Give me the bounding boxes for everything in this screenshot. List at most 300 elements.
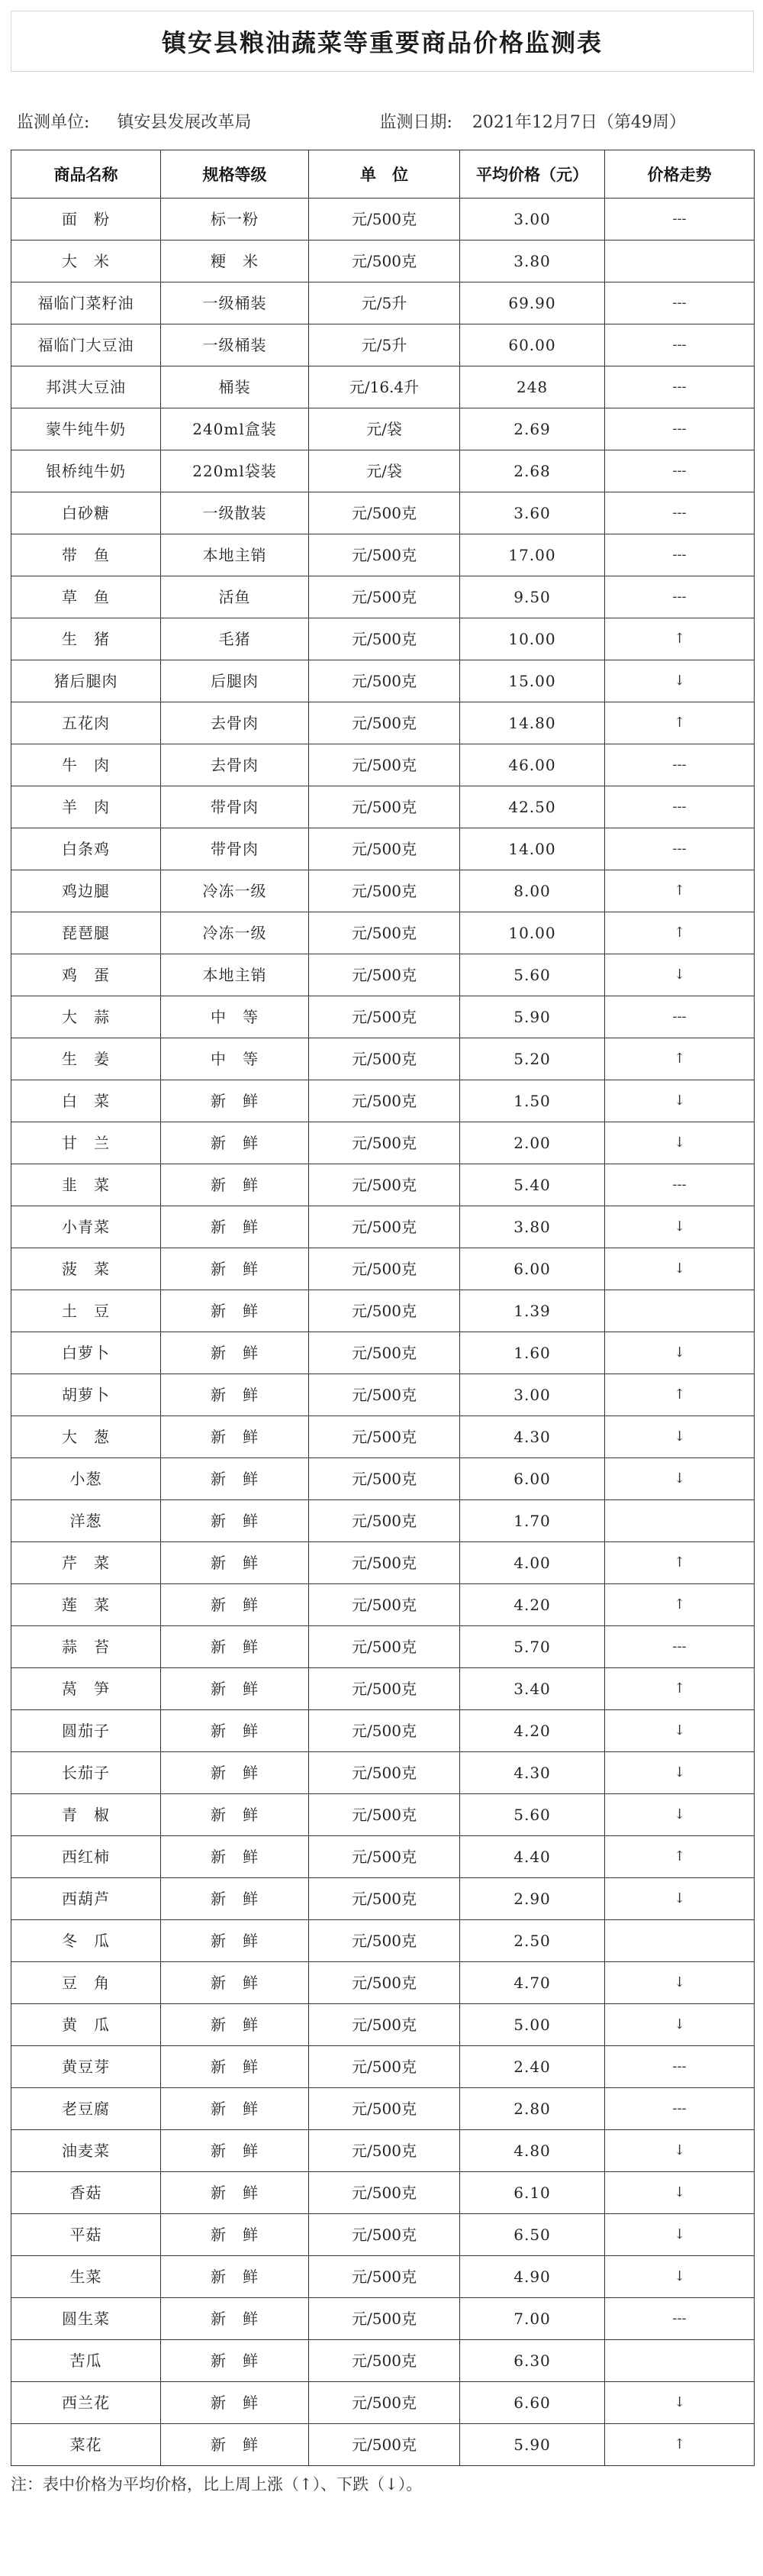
spec-cell: 新 鲜 <box>161 2298 309 2340</box>
commodity-name-cell: 西葫芦 <box>11 1878 161 1920</box>
trend-cell: ↓ <box>605 1878 755 1920</box>
page-title: 镇安县粮油蔬菜等重要商品价格监测表 <box>11 11 754 72</box>
trend-cell: ↓ <box>605 2172 755 2214</box>
commodity-name-cell: 福临门菜籽油 <box>11 282 161 324</box>
commodity-name-cell: 白条鸡 <box>11 828 161 870</box>
price-cell: 6.50 <box>460 2214 605 2256</box>
commodity-name-cell: 苦瓜 <box>11 2340 161 2382</box>
price-cell: 2.69 <box>460 408 605 450</box>
spec-cell: 新 鲜 <box>161 1374 309 1416</box>
header-spec: 规格等级 <box>161 150 309 199</box>
commodity-name-cell: 菠 菜 <box>11 1248 161 1290</box>
spec-cell: 新 鲜 <box>161 1164 309 1206</box>
spec-cell: 新 鲜 <box>161 2172 309 2214</box>
table-row <box>11 1878 755 1920</box>
trend-cell <box>605 1290 755 1332</box>
table-header-row <box>11 150 755 199</box>
unit-cell: 元/500克 <box>309 1416 460 1458</box>
price-cell: 2.68 <box>460 450 605 492</box>
commodity-name-cell: 圆茄子 <box>11 1710 161 1752</box>
price-cell: 5.90 <box>460 996 605 1038</box>
unit-cell: 元/袋 <box>309 450 460 492</box>
trend-cell: --- <box>605 282 755 324</box>
trend-cell: ↓ <box>605 2004 755 2046</box>
commodity-name-cell: 银桥纯牛奶 <box>11 450 161 492</box>
price-cell: 5.40 <box>460 1164 605 1206</box>
trend-cell: --- <box>605 786 755 828</box>
spec-cell: 新 鲜 <box>161 1458 309 1500</box>
spec-cell: 本地主销 <box>161 534 309 576</box>
price-cell: 14.00 <box>460 828 605 870</box>
commodity-name-cell: 牛 肉 <box>11 744 161 786</box>
table-row <box>11 1836 755 1878</box>
trend-cell: --- <box>605 534 755 576</box>
header-trend: 价格走势 <box>605 150 755 199</box>
unit-cell: 元/500克 <box>309 954 460 996</box>
monitor-date-value: 2021年12月7日（第49周） <box>472 112 686 132</box>
unit-cell: 元/500克 <box>309 1836 460 1878</box>
trend-cell: ↑ <box>605 1542 755 1584</box>
trend-cell: ↓ <box>605 1752 755 1794</box>
trend-cell: --- <box>605 2298 755 2340</box>
commodity-name-cell: 面 粉 <box>11 199 161 240</box>
spec-cell: 新 鲜 <box>161 2046 309 2088</box>
monitor-unit-label: 监测单位: <box>17 112 90 132</box>
trend-cell: --- <box>605 324 755 366</box>
spec-cell: 新 鲜 <box>161 1752 309 1794</box>
trend-cell: ↑ <box>605 912 755 954</box>
spec-cell: 冷冻一级 <box>161 870 309 912</box>
price-cell: 42.50 <box>460 786 605 828</box>
spec-cell: 240ml盒装 <box>161 408 309 450</box>
spec-cell: 新 鲜 <box>161 1794 309 1836</box>
spec-cell: 新 鲜 <box>161 2382 309 2424</box>
price-cell: 3.80 <box>460 1206 605 1248</box>
table-row <box>11 199 755 240</box>
table-row <box>11 450 755 492</box>
price-cell: 4.90 <box>460 2256 605 2298</box>
monitor-date-label: 监测日期: <box>379 112 452 132</box>
trend-cell: --- <box>605 744 755 786</box>
spec-cell: 新 鲜 <box>161 2340 309 2382</box>
commodity-name-cell: 小葱 <box>11 1458 161 1500</box>
unit-cell: 元/500克 <box>309 2046 460 2088</box>
price-cell: 3.60 <box>460 492 605 534</box>
commodity-name-cell: 芹 菜 <box>11 1542 161 1584</box>
unit-cell: 元/500克 <box>309 1332 460 1374</box>
unit-cell: 元/500克 <box>309 1458 460 1500</box>
trend-cell: ↓ <box>605 2382 755 2424</box>
unit-cell: 元/500克 <box>309 1920 460 1962</box>
price-cell: 2.80 <box>460 2088 605 2130</box>
unit-cell: 元/500克 <box>309 1206 460 1248</box>
trend-cell: ↓ <box>605 1332 755 1374</box>
spec-cell: 一级桶装 <box>161 282 309 324</box>
table-row <box>11 240 755 282</box>
price-cell: 5.60 <box>460 954 605 996</box>
price-cell: 1.50 <box>460 1080 605 1122</box>
commodity-name-cell: 西红柿 <box>11 1836 161 1878</box>
price-cell: 4.40 <box>460 1836 605 1878</box>
trend-cell: ↓ <box>605 2256 755 2298</box>
table-row <box>11 996 755 1038</box>
unit-cell: 元/500克 <box>309 1710 460 1752</box>
price-cell: 3.40 <box>460 1668 605 1710</box>
table-row <box>11 702 755 744</box>
unit-cell: 元/500克 <box>309 786 460 828</box>
price-cell: 17.00 <box>460 534 605 576</box>
table-row <box>11 1668 755 1710</box>
unit-cell: 元/500克 <box>309 2130 460 2172</box>
spec-cell: 带骨肉 <box>161 786 309 828</box>
commodity-name-cell: 莲 菜 <box>11 1584 161 1626</box>
commodity-name-cell: 草 鱼 <box>11 576 161 618</box>
unit-cell: 元/500克 <box>309 1626 460 1668</box>
price-cell: 4.30 <box>460 1416 605 1458</box>
table-row <box>11 870 755 912</box>
price-cell: 7.00 <box>460 2298 605 2340</box>
table-row <box>11 366 755 408</box>
commodity-name-cell: 胡萝卜 <box>11 1374 161 1416</box>
price-cell: 6.00 <box>460 1458 605 1500</box>
table-row <box>11 1458 755 1500</box>
unit-cell: 元/500克 <box>309 1374 460 1416</box>
table-row <box>11 492 755 534</box>
spec-cell: 新 鲜 <box>161 1080 309 1122</box>
table-row <box>11 324 755 366</box>
price-cell: 2.50 <box>460 1920 605 1962</box>
commodity-name-cell: 五花肉 <box>11 702 161 744</box>
trend-cell: ↓ <box>605 1794 755 1836</box>
spec-cell: 新 鲜 <box>161 2004 309 2046</box>
price-cell: 14.80 <box>460 702 605 744</box>
trend-cell: ↑ <box>605 1668 755 1710</box>
spec-cell: 新 鲜 <box>161 1836 309 1878</box>
price-cell: 3.00 <box>460 1374 605 1416</box>
price-cell: 4.80 <box>460 2130 605 2172</box>
price-cell: 5.90 <box>460 2424 605 2466</box>
table-row <box>11 1206 755 1248</box>
trend-cell: ↓ <box>605 2214 755 2256</box>
unit-cell: 元/500克 <box>309 1752 460 1794</box>
trend-cell: ↑ <box>605 1584 755 1626</box>
commodity-name-cell: 鸡边腿 <box>11 870 161 912</box>
commodity-name-cell: 平菇 <box>11 2214 161 2256</box>
unit-cell: 元/5升 <box>309 324 460 366</box>
price-cell: 4.70 <box>460 1962 605 2004</box>
commodity-name-cell: 生 姜 <box>11 1038 161 1080</box>
unit-cell: 元/500克 <box>309 912 460 954</box>
spec-cell: 本地主销 <box>161 954 309 996</box>
commodity-name-cell: 圆生菜 <box>11 2298 161 2340</box>
commodity-name-cell: 香菇 <box>11 2172 161 2214</box>
table-row <box>11 1794 755 1836</box>
spec-cell: 新 鲜 <box>161 2130 309 2172</box>
trend-cell: ↓ <box>605 1416 755 1458</box>
trend-cell <box>605 1500 755 1542</box>
commodity-name-cell: 大 米 <box>11 240 161 282</box>
unit-cell: 元/500克 <box>309 1962 460 2004</box>
commodity-name-cell: 猪后腿肉 <box>11 660 161 702</box>
price-cell: 10.00 <box>460 912 605 954</box>
table-row <box>11 1500 755 1542</box>
price-cell: 2.40 <box>460 2046 605 2088</box>
header-unit: 单 位 <box>309 150 460 199</box>
trend-cell: --- <box>605 492 755 534</box>
trend-cell: ↓ <box>605 1206 755 1248</box>
monitor-unit-value: 镇安县发展改革局 <box>117 112 252 132</box>
table-row <box>11 2256 755 2298</box>
spec-cell: 一级散装 <box>161 492 309 534</box>
trend-cell: ↓ <box>605 1080 755 1122</box>
unit-cell: 元/500克 <box>309 2424 460 2466</box>
trend-cell: --- <box>605 828 755 870</box>
commodity-name-cell: 油麦菜 <box>11 2130 161 2172</box>
table-row <box>11 744 755 786</box>
table-row <box>11 2004 755 2046</box>
table-row <box>11 1038 755 1080</box>
commodity-name-cell: 甘 兰 <box>11 1122 161 1164</box>
price-cell: 248 <box>460 366 605 408</box>
spec-cell: 中 等 <box>161 996 309 1038</box>
commodity-name-cell: 小青菜 <box>11 1206 161 1248</box>
commodity-name-cell: 菜花 <box>11 2424 161 2466</box>
commodity-name-cell: 黄 瓜 <box>11 2004 161 2046</box>
table-row <box>11 2382 755 2424</box>
commodity-name-cell: 土 豆 <box>11 1290 161 1332</box>
table-row <box>11 2046 755 2088</box>
price-cell: 6.60 <box>460 2382 605 2424</box>
price-cell: 1.60 <box>460 1332 605 1374</box>
table-row <box>11 1248 755 1290</box>
header-name: 商品名称 <box>11 150 161 199</box>
trend-cell <box>605 240 755 282</box>
commodity-name-cell: 老豆腐 <box>11 2088 161 2130</box>
table-row <box>11 786 755 828</box>
price-cell: 2.00 <box>460 1122 605 1164</box>
trend-cell: --- <box>605 1626 755 1668</box>
unit-cell: 元/500克 <box>309 1248 460 1290</box>
table-row <box>11 1626 755 1668</box>
commodity-name-cell: 生 猪 <box>11 618 161 660</box>
unit-cell: 元/500克 <box>309 1122 460 1164</box>
commodity-name-cell: 生菜 <box>11 2256 161 2298</box>
table-row <box>11 1752 755 1794</box>
spec-cell: 桶装 <box>161 366 309 408</box>
table-row <box>11 2424 755 2466</box>
table-row <box>11 2214 755 2256</box>
price-cell: 4.20 <box>460 1584 605 1626</box>
trend-cell <box>605 1920 755 1962</box>
unit-cell: 元/500克 <box>309 618 460 660</box>
trend-cell: ↓ <box>605 1248 755 1290</box>
spec-cell: 新 鲜 <box>161 1668 309 1710</box>
table-row <box>11 1584 755 1626</box>
trend-cell <box>605 2340 755 2382</box>
unit-cell: 元/500克 <box>309 2340 460 2382</box>
price-cell: 46.00 <box>460 744 605 786</box>
commodity-name-cell: 白 菜 <box>11 1080 161 1122</box>
unit-cell: 元/500克 <box>309 2214 460 2256</box>
trend-cell: --- <box>605 996 755 1038</box>
trend-cell: --- <box>605 1164 755 1206</box>
commodity-name-cell: 蒙牛纯牛奶 <box>11 408 161 450</box>
commodity-name-cell: 白砂糖 <box>11 492 161 534</box>
trend-cell: ↑ <box>605 702 755 744</box>
unit-cell: 元/500克 <box>309 996 460 1038</box>
table-row <box>11 2298 755 2340</box>
commodity-name-cell: 大 蒜 <box>11 996 161 1038</box>
table-row <box>11 1332 755 1374</box>
spec-cell: 新 鲜 <box>161 1878 309 1920</box>
unit-cell: 元/500克 <box>309 2004 460 2046</box>
spec-cell: 粳 米 <box>161 240 309 282</box>
trend-cell: ↓ <box>605 1122 755 1164</box>
trend-cell: ↓ <box>605 660 755 702</box>
commodity-name-cell: 冬 瓜 <box>11 1920 161 1962</box>
commodity-name-cell: 西兰花 <box>11 2382 161 2424</box>
commodity-name-cell: 大 葱 <box>11 1416 161 1458</box>
footnote: 注：表中价格为平均价格，比上周上涨（↑）、下跌（↓）。 <box>11 2475 423 2494</box>
spec-cell: 220ml袋装 <box>161 450 309 492</box>
unit-cell: 元/500克 <box>309 1878 460 1920</box>
price-cell: 15.00 <box>460 660 605 702</box>
price-cell: 5.70 <box>460 1626 605 1668</box>
table-row <box>11 2172 755 2214</box>
price-cell: 60.00 <box>460 324 605 366</box>
commodity-name-cell: 黄豆芽 <box>11 2046 161 2088</box>
trend-cell: ↑ <box>605 618 755 660</box>
table-row <box>11 2340 755 2382</box>
unit-cell: 元/500克 <box>309 576 460 618</box>
trend-cell: ↓ <box>605 1458 755 1500</box>
trend-cell: ↓ <box>605 2130 755 2172</box>
spec-cell: 冷冻一级 <box>161 912 309 954</box>
commodity-name-cell: 青 椒 <box>11 1794 161 1836</box>
trend-cell: --- <box>605 199 755 240</box>
spec-cell: 新 鲜 <box>161 1332 309 1374</box>
unit-cell: 元/500克 <box>309 1038 460 1080</box>
commodity-name-cell: 豆 角 <box>11 1962 161 2004</box>
table-row <box>11 534 755 576</box>
commodity-name-cell: 洋葱 <box>11 1500 161 1542</box>
commodity-name-cell: 羊 肉 <box>11 786 161 828</box>
price-cell: 2.90 <box>460 1878 605 1920</box>
unit-cell: 元/500克 <box>309 1164 460 1206</box>
header-price: 平均价格（元） <box>460 150 605 199</box>
price-cell: 8.00 <box>460 870 605 912</box>
price-cell: 4.00 <box>460 1542 605 1584</box>
spec-cell: 新 鲜 <box>161 1416 309 1458</box>
unit-cell: 元/500克 <box>309 1500 460 1542</box>
trend-cell: --- <box>605 366 755 408</box>
spec-cell: 中 等 <box>161 1038 309 1080</box>
table-row <box>11 1416 755 1458</box>
trend-cell: --- <box>605 2088 755 2130</box>
price-cell: 6.00 <box>460 1248 605 1290</box>
table-row <box>11 618 755 660</box>
spec-cell: 活鱼 <box>161 576 309 618</box>
trend-cell: ↓ <box>605 1962 755 2004</box>
trend-cell: ↑ <box>605 1038 755 1080</box>
price-cell: 9.50 <box>460 576 605 618</box>
spec-cell: 标一粉 <box>161 199 309 240</box>
unit-cell: 元/500克 <box>309 870 460 912</box>
unit-cell: 元/袋 <box>309 408 460 450</box>
commodity-name-cell: 带 鱼 <box>11 534 161 576</box>
spec-cell: 新 鲜 <box>161 1122 309 1164</box>
commodity-name-cell: 韭 菜 <box>11 1164 161 1206</box>
price-cell: 1.70 <box>460 1500 605 1542</box>
spec-cell: 新 鲜 <box>161 1962 309 2004</box>
trend-cell: --- <box>605 408 755 450</box>
spec-cell: 新 鲜 <box>161 2214 309 2256</box>
table-row <box>11 954 755 996</box>
spec-cell: 带骨肉 <box>161 828 309 870</box>
spec-cell: 新 鲜 <box>161 1248 309 1290</box>
table-body <box>11 199 755 2466</box>
commodity-name-cell: 邦淇大豆油 <box>11 366 161 408</box>
spec-cell: 新 鲜 <box>161 1206 309 1248</box>
spec-cell: 新 鲜 <box>161 2424 309 2466</box>
spec-cell: 新 鲜 <box>161 1710 309 1752</box>
commodity-name-cell: 莴 笋 <box>11 1668 161 1710</box>
trend-cell: --- <box>605 576 755 618</box>
table-row <box>11 1374 755 1416</box>
price-cell: 1.39 <box>460 1290 605 1332</box>
commodity-name-cell: 白萝卜 <box>11 1332 161 1374</box>
unit-cell: 元/500克 <box>309 2382 460 2424</box>
unit-cell: 元/500克 <box>309 534 460 576</box>
trend-cell: ↑ <box>605 1374 755 1416</box>
price-cell: 3.80 <box>460 240 605 282</box>
unit-cell: 元/500克 <box>309 1542 460 1584</box>
trend-cell: --- <box>605 450 755 492</box>
table-row <box>11 1710 755 1752</box>
unit-cell: 元/500克 <box>309 828 460 870</box>
spec-cell: 新 鲜 <box>161 1920 309 1962</box>
table-row <box>11 1290 755 1332</box>
unit-cell: 元/500克 <box>309 1290 460 1332</box>
table-row <box>11 1920 755 1962</box>
spec-cell: 新 鲜 <box>161 2256 309 2298</box>
price-cell: 6.10 <box>460 2172 605 2214</box>
table-row <box>11 660 755 702</box>
table-row <box>11 1122 755 1164</box>
table-row <box>11 2130 755 2172</box>
unit-cell: 元/500克 <box>309 1080 460 1122</box>
price-cell: 4.30 <box>460 1752 605 1794</box>
unit-cell: 元/500克 <box>309 1584 460 1626</box>
unit-cell: 元/500克 <box>309 1794 460 1836</box>
unit-cell: 元/500克 <box>309 2088 460 2130</box>
trend-cell: ↓ <box>605 954 755 996</box>
spec-cell: 去骨肉 <box>161 744 309 786</box>
commodity-name-cell: 鸡 蛋 <box>11 954 161 996</box>
unit-cell: 元/500克 <box>309 744 460 786</box>
unit-cell: 元/500克 <box>309 1668 460 1710</box>
price-cell: 6.30 <box>460 2340 605 2382</box>
trend-cell: ↓ <box>605 1710 755 1752</box>
unit-cell: 元/500克 <box>309 702 460 744</box>
table-row <box>11 1542 755 1584</box>
price-cell: 69.90 <box>460 282 605 324</box>
unit-cell: 元/500克 <box>309 240 460 282</box>
table-row <box>11 912 755 954</box>
spec-cell: 去骨肉 <box>161 702 309 744</box>
unit-cell: 元/500克 <box>309 199 460 240</box>
commodity-name-cell: 蒜 苔 <box>11 1626 161 1668</box>
